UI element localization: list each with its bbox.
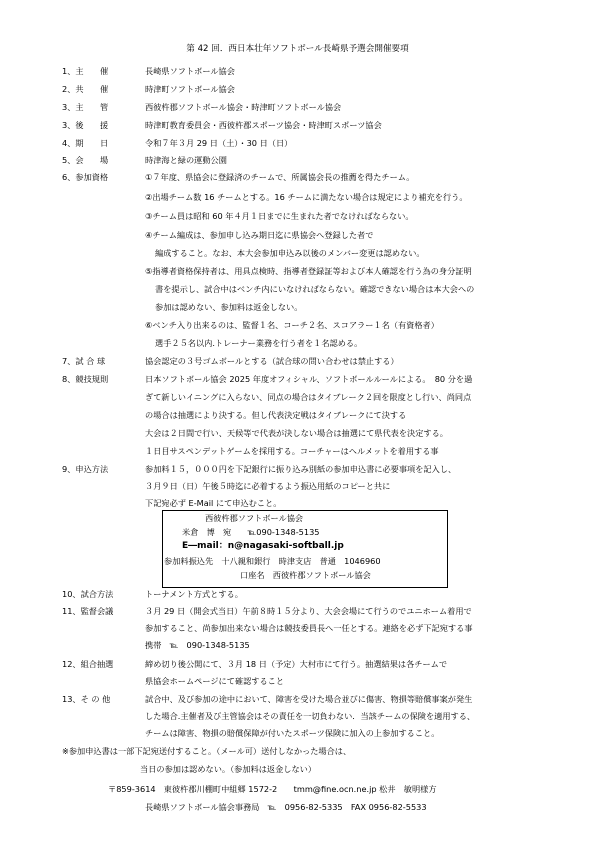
section-text: 携帯 ℡ 090-1348-5135 [145,640,250,650]
section-label: 1、主 催 [62,66,109,76]
section-label: 5、会 場 [62,155,109,165]
section-text: 大会は２日間で行い、天候等で代表が決しない場合は抽選にて県代表を決定する。 [145,428,448,438]
section-text: ３月 29 日（開会式当日）午前８時１５分より、大会会場にて行うのでユニホーム着用で [145,606,472,616]
section-label: 3、後 援 [62,120,109,130]
section-label: 6、参加資格 [62,172,109,182]
section-text: ３月９日（日）午後５時迄に必着するよう振込用紙のコピーと共に [145,481,391,491]
section-label: 11、監督会議 [62,606,114,616]
box-bank: 参加料振込先 十八親和銀行 時津支店 普通 1046960 [164,556,381,566]
section-text: 試合中、及び参加の途中において、障害を受けた場合並びに傷害、物損等賠償事案が発生 [145,694,473,704]
section-label: 4、期 日 [62,138,109,148]
section-text: 令和７年３月 29 日（土）・30 日（日） [145,138,293,148]
section-text: 時津海と緑の運動公園 [145,155,227,165]
section-text: 日本ソフトボール協会 2025 年度オフィシャル、ソフトボールルールによる。 80 分を過 [145,374,473,384]
box-email: E―mail：n@nagasaki-softball.jp [182,541,344,551]
document-title: 第 42 回．西日本壮年ソフトボール長崎県予選会開催要項 [186,44,409,54]
section-text: トーナメント方式とする。 [145,589,243,599]
section-text: 締め切り後公開にて、３月 18 日（予定）大村市にて行う。抽選結果は各チームで [145,659,448,669]
section-label: 2、共 催 [62,84,109,94]
section-text: 長崎県ソフトボール協会 [145,66,235,76]
section-label: 8、競技規則 [62,374,109,384]
section-text: 下記宛必ず E-Mail にて申込むこと。 [145,498,282,508]
section-label: 12、組合抽選 [62,659,114,669]
footer-office: 長崎県ソフトボール協会事務局 ℡ 0956-82-5335 FAX 0956-82-5533 [145,802,427,812]
note-line: 当日の参加は認めない。（参加料は返金しない） [140,764,317,774]
section-text: 編成すること。なお、本大会参加申込み以後のメンバー変更は認めない。 [155,248,425,258]
section-label: 13、そ の 他 [62,694,111,704]
box-account: 口座名 西彼杵郡ソフトボール協会 [240,570,371,580]
section-label: 9、申込方法 [62,464,109,474]
section-text: ①７年度、県協会に登録済のチームで、所属協会長の推薦を得たチーム。 [145,172,415,182]
section-label: 10、試合方法 [62,589,114,599]
section-text: ④チーム編成は、参加申し込み期日迄に県協会へ登録した者で [145,230,374,240]
box-org: 西彼杵郡ソフトボール協会 [205,513,304,523]
section-text: した場合.主催者及び主管協会はその責任を一切負わない．当該チームの保険を適用する、 [145,711,476,721]
section-label: 3、主 管 [62,102,109,112]
section-text: 協会認定の３号ゴムボールとする（試合球の問い合わせは禁止する） [145,356,399,366]
section-text: ②出場チーム数 16 チームとする。16 チームに満たない場合は規定により補充を行う。 [145,192,468,202]
section-label: 7、試 合 球 [62,356,106,366]
footer-address: 〒859-3614 東彼杵郡川棚町中組郷 1572-2 tmm@fine.ocn.ne.jp 松井 敏明様方 [108,784,437,794]
section-text: ぎて新しいイニングに入らない、同点の場合はタイブレーク２回を限度とし行い、尚同点 [145,392,472,402]
section-text: 参加料１５，０００円を下記銀行に振り込み別紙の参加申込書に必要事項を記入し、 [145,464,457,474]
section-text: 県協会ホームページにて確認すること [145,676,285,686]
section-text: 選手２５名以内.トレーナー業務を行う者を１名認める。 [155,338,363,348]
section-text: 時津町ソフトボール協会 [145,84,235,94]
section-text: チームは障害、物損の賠償保障が付いたスポーツ保険に加入の上参加すること。 [145,728,440,738]
section-text: ⑥ベンチ入り出来るのは、監督１名、コーチ２名、スコアラー１名（有資格者） [145,320,439,330]
section-text: 時津町教育委員会・西彼杵郡スポーツ協会・時津町スポーツ協会 [145,120,382,130]
section-text: の場合は抽選により決する。但し代表決定戦はタイブレークにて決する [145,410,407,420]
note-line: ※参加申込書は一部下記宛送付すること。（メール可）送付しなかった場合は、 [62,746,352,756]
box-contact: 米倉 博 宛 ℡090-1348-5135 [182,527,320,537]
section-text: 参加すること、尚参加出来ない場合は競技委員長へ一任とする。連絡を必ず下記宛する事 [145,623,473,633]
section-text: 書を提示し、試合中はベンチ内にいなければならない。確認できない場合は本大会への [155,284,475,294]
section-text: ⑤指導者資格保持者は、用具点検時、指導者登録証等および本人確認を行う為の身分証明 [145,266,472,276]
section-text: 西彼杵郡ソフトボール協会・時津町ソフトボール協会 [145,102,342,112]
section-text: ③チーム員は昭和 60 年４月１日までに生まれた者でなければならない。 [145,211,414,221]
section-text: １日目サスペンデットゲームを採用する。コーチャーはヘルメットを着用する事 [145,446,439,456]
section-text: 参加は認めない、参加料は返金しない。 [155,302,303,312]
